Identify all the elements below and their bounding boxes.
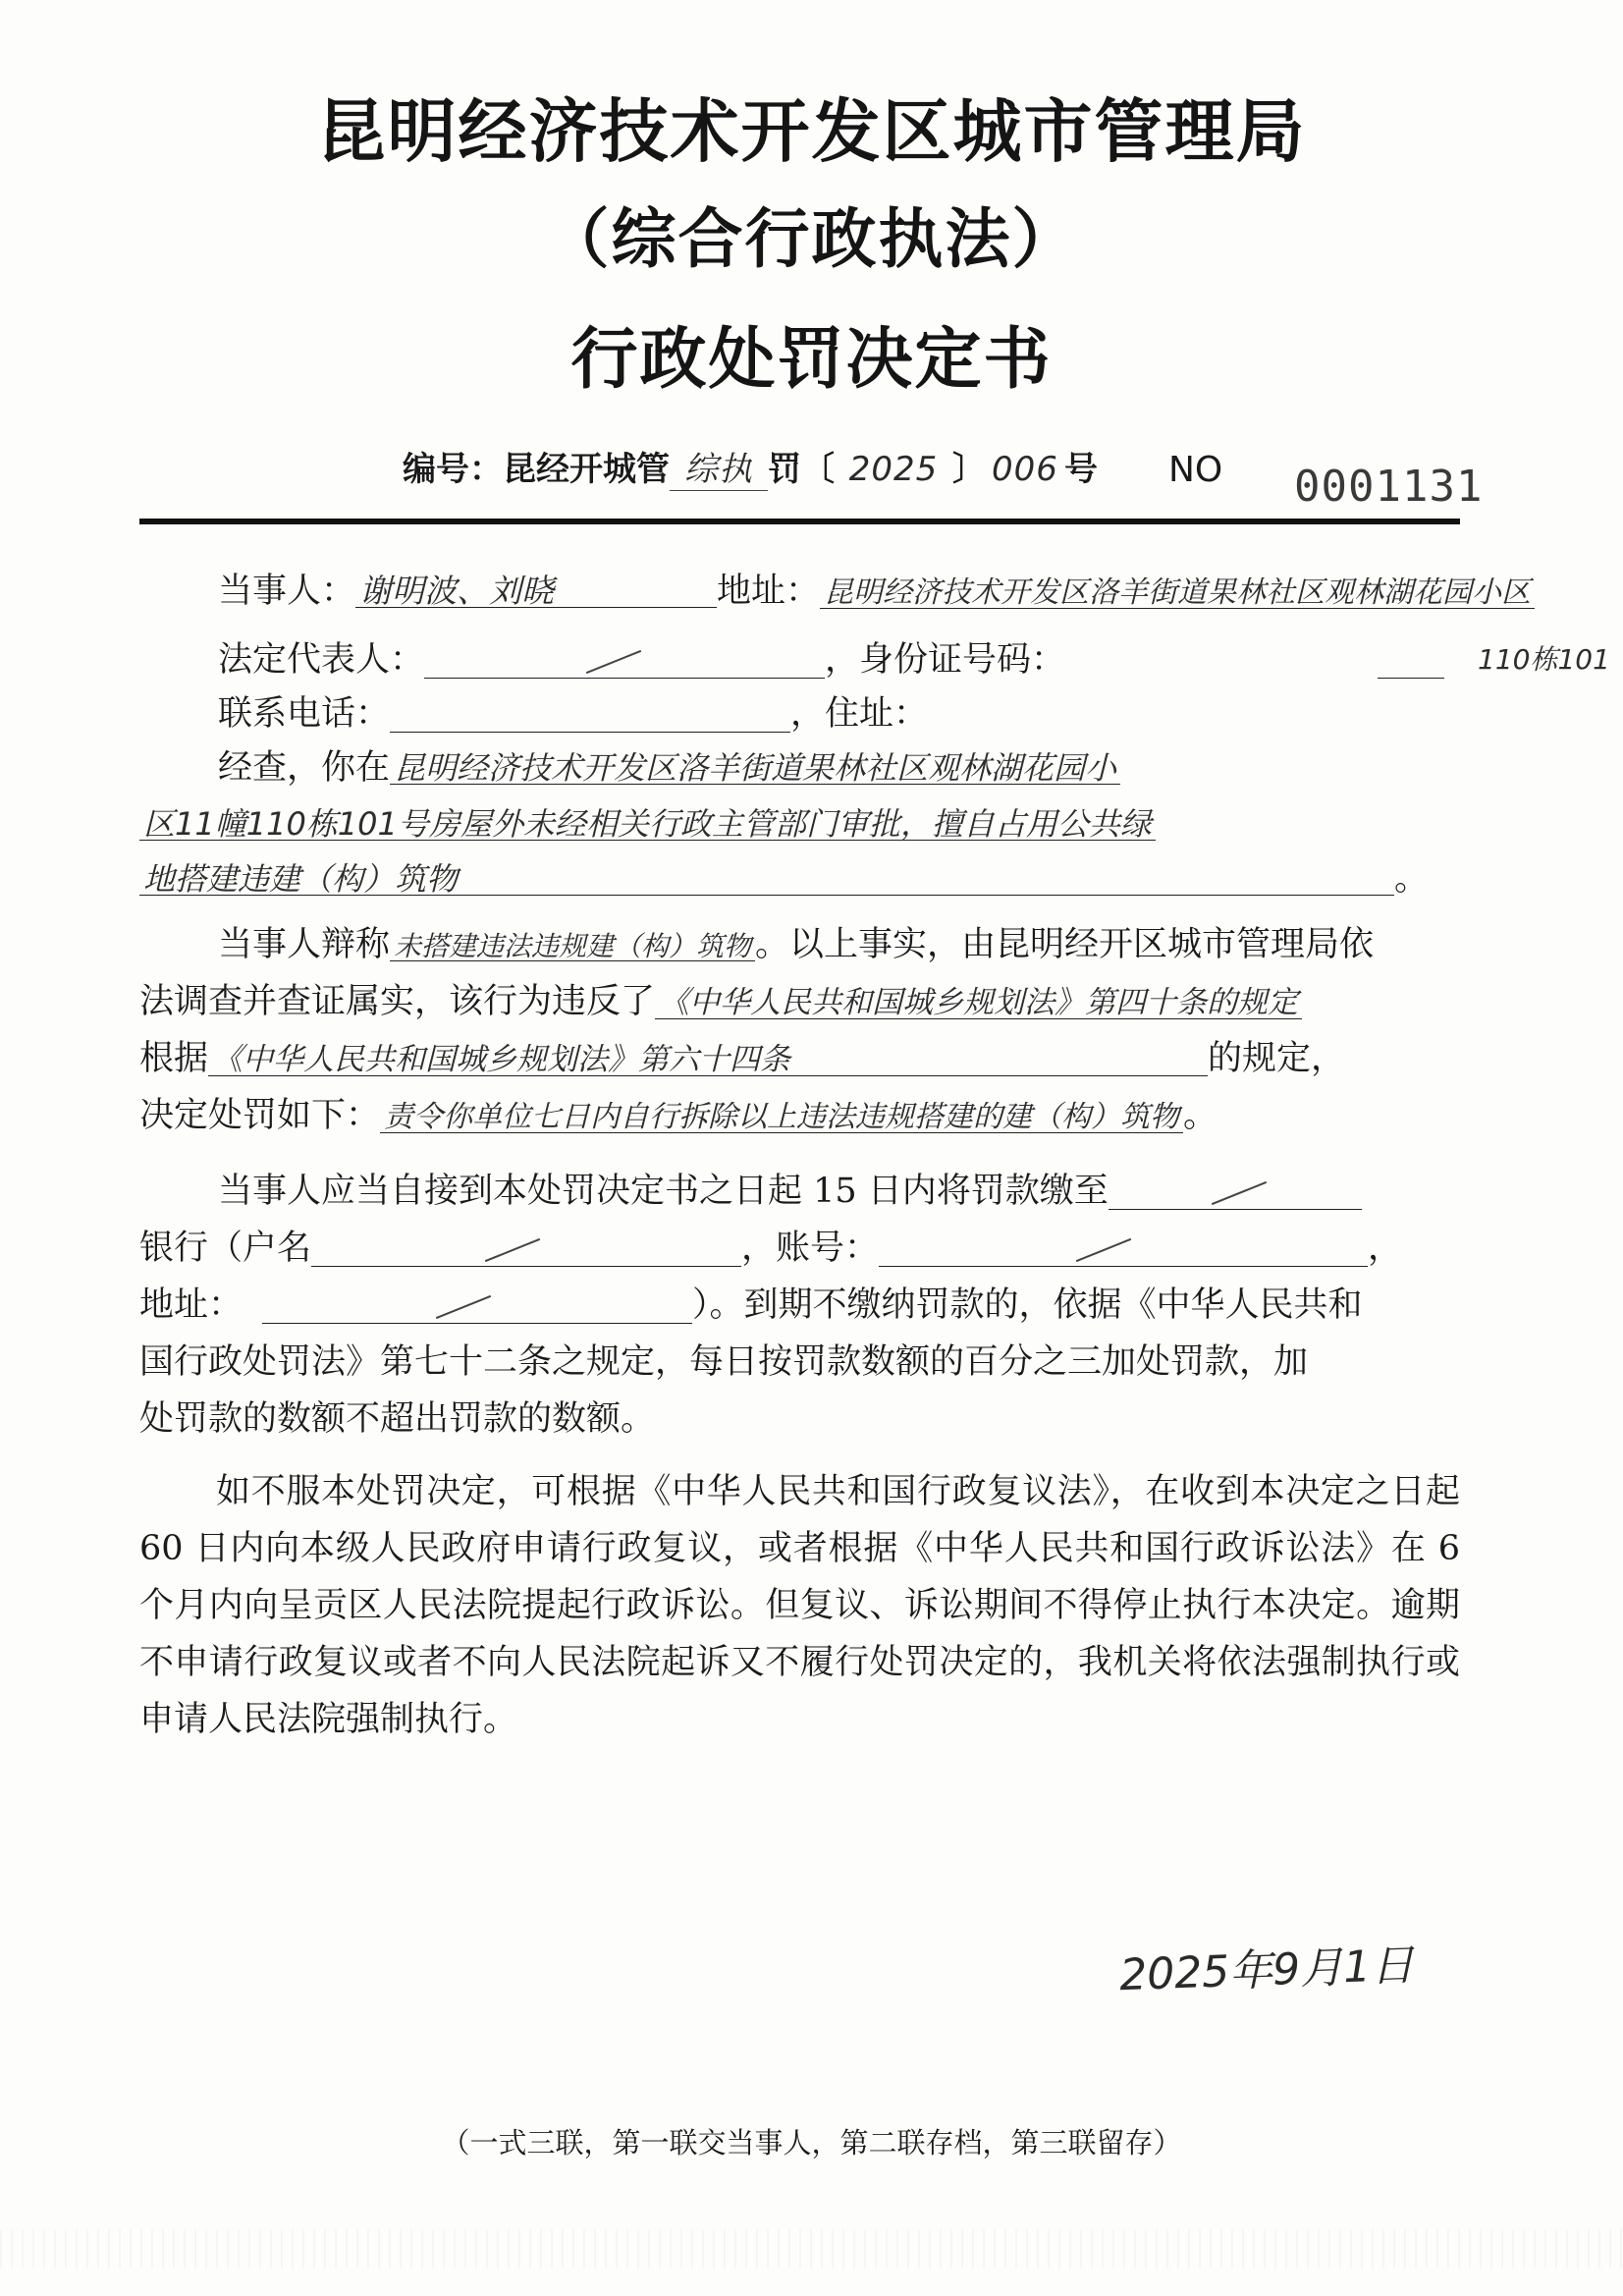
payment-line-1 [218, 1172, 1362, 1211]
account-comma: ， [1368, 1229, 1403, 1268]
defense-end: 。 [1183, 1096, 1218, 1135]
serial-year: 2025 [848, 450, 939, 489]
representative-line [218, 640, 1444, 680]
serial-label: 编号：昆经开城管 [403, 450, 670, 489]
serial-case-number: 006 [992, 450, 1058, 489]
facts-line-2 [139, 807, 1156, 842]
facts-line-3 [139, 859, 1430, 899]
id-field-end [1378, 643, 1444, 679]
payment-line-4 [139, 1342, 1309, 1382]
defense-line-2 [139, 982, 1302, 1021]
payment-line-3 [139, 1285, 1363, 1325]
facts-text-3: 地搭建违建（构）筑物 [139, 863, 1394, 896]
defense-label: 当事人辩称 [218, 925, 391, 964]
phone-field [390, 697, 790, 733]
facts-text-1: 昆明经济技术开发区洛羊街道果林社区观林湖花园小 [390, 752, 1120, 785]
party-label: 当事人： [218, 572, 356, 611]
payment-line-2 [139, 1231, 1402, 1267]
facts-intro: 经查，你在 [218, 748, 391, 788]
serial-bracket: 〕 [952, 450, 986, 489]
facts-line-1 [218, 748, 1120, 788]
signature-date: 2025年9月1日 [1118, 1940, 1415, 2001]
payment-text-1: 当事人应当自接到本处罚决定书之日起 15 日内将罚款缴至 [218, 1172, 1109, 1211]
bank-account-name-field [311, 1231, 741, 1267]
payment-address-field [262, 1288, 692, 1324]
scan-noise [0, 2229, 1623, 2269]
id-field [1065, 643, 1378, 678]
serial-suffix: 号 [1064, 450, 1098, 489]
defense-line-1 [218, 925, 1375, 964]
penalty-decision: 责令你单位七日内自行拆除以上违法违规搭建的建（构）筑物 [380, 1103, 1183, 1133]
defense-statement: 未搭建违法违规建（构）筑物 [390, 933, 755, 961]
phone-label: 联系电话： [218, 694, 391, 734]
defense-text-c: 根据 [139, 1039, 209, 1078]
facts-text-2: 区11幢110栋101号房屋外未经相关行政主管部门审批，擅自占用公共绿 [139, 808, 1156, 841]
document-title: 行政处罚决定书 [570, 321, 1053, 399]
party-address-label: 地址： [717, 572, 821, 611]
facts-end: 。 [1394, 859, 1430, 899]
bank-label: 银行（户名 [139, 1229, 312, 1268]
payment-text-2: ）。到期不缴纳罚款的，依据《中华人民共和 [692, 1285, 1363, 1325]
serial-handwritten-dept: 综执 [670, 442, 768, 491]
residence-label: ，住址： [790, 694, 929, 734]
appeal-paragraph: 如不服本处罚决定，可根据《中华人民共和国行政复议法》，在收到本决定之日起 60 日内向本级人民政府申请行政复议，或者根据《中华人民共和国行政诉讼法》在 6 个月内向呈贡区人民法院提起行政诉讼。但复议、诉讼期间不得停止执行本决定。逾期不申请行政复议或者不向人民法院起诉又不履行处罚决定的，我机关将依法强制执行或申请人民法院强制执行。 [139, 1472, 1460, 1739]
party-name: 谢明波、刘晓 [355, 574, 717, 608]
defense-line-4 [139, 1096, 1218, 1135]
party-line [218, 574, 1535, 609]
payment-line-5 [139, 1399, 656, 1439]
defense-text-d: 的规定， [1208, 1039, 1346, 1078]
no-label: NO [1168, 450, 1223, 490]
payment-address-label: 地址： [139, 1285, 243, 1325]
payment-text-3: 国行政处罚法》第七十二条之规定，每日按罚款数额的百分之三加处罚款，加 [139, 1342, 1309, 1382]
payment-bank-field [1109, 1175, 1362, 1210]
account-label: ，账号： [741, 1229, 880, 1268]
party-address: 昆明经济技术开发区洛羊街道果林社区观林湖花园小区 [820, 578, 1535, 609]
representative-field [424, 643, 825, 679]
id-label: ，身份证号码： [825, 640, 1066, 680]
serial-penalty-mark: 罚〔 [768, 450, 835, 489]
defense-text-b: 法调查并查证属实，该行为违反了 [139, 982, 656, 1021]
party-address-continued: 110栋101 [1478, 643, 1610, 676]
legal-basis: 《中华人民共和国城乡规划法》第六十四条 [208, 1045, 1208, 1076]
representative-label: 法定代表人： [218, 640, 425, 680]
header-divider [139, 519, 1460, 524]
violated-law: 《中华人民共和国城乡规划法》第四十条的规定 [655, 988, 1302, 1019]
account-number-field [879, 1231, 1368, 1267]
defense-text-e: 决定处罚如下： [139, 1096, 381, 1135]
serial-number [403, 442, 1098, 491]
footer-note: （一式三联，第一联交当事人，第二联存档，第三联留存） [441, 2126, 1182, 2159]
header-agency: 昆明经济技术开发区城市管理局 [316, 91, 1307, 172]
document-number: 0001131 [1294, 462, 1484, 512]
defense-line-3 [139, 1039, 1346, 1078]
phone-line [218, 694, 929, 734]
header-subtitle: （综合行政执法） [544, 201, 1079, 277]
payment-text-4: 处罚款的数额不超出罚款的数额。 [139, 1399, 656, 1439]
defense-text-a: 。以上事实，由昆明经开区城市管理局依 [755, 925, 1375, 964]
